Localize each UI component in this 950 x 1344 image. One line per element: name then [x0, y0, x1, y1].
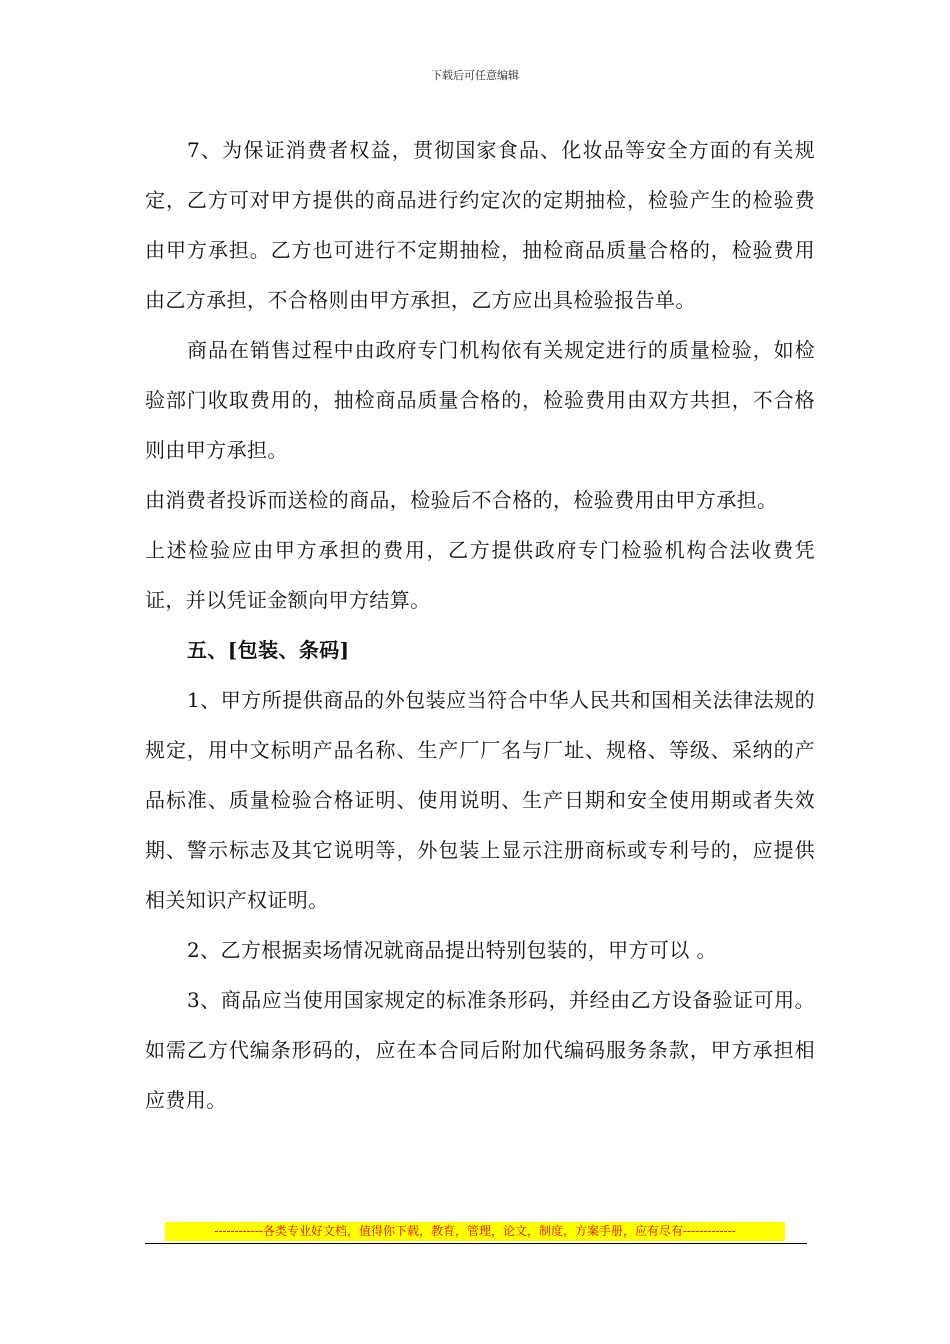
paragraph-barcode-clause-3: 3、商品应当使用国家规定的标准条形码，并经由乙方设备验证可用。如需乙方代编条形码的，应在本合同后附加代编码服务条款，甲方承担相应费用。 — [145, 988, 815, 1112]
paragraph-settlement: 上述检验应由甲方承担的费用，乙方提供政府专门检验机构合法收费凭证，并以凭证金额向甲方结算。 — [145, 538, 815, 612]
document-body — [145, 125, 815, 1125]
paragraph-packaging-clause-1: 1、甲方所提供商品的外包装应当符合中华人民共和国相关法律法规的规定，用中文标明产品名称、生产厂厂名与厂址、规格、等级、采纳的产品标准、质量检验合格证明、使用说明、生产日期和安全使用期或者失效期、警示标志及其它说明等，外包装上显示注册商标或专利号的，应提供相关知识产权证明。 — [145, 688, 815, 912]
paragraph-packaging-clause-2: 2、乙方根据卖场情况就商品提出特别包装的，甲方可以 。 — [187, 938, 717, 962]
paragraph-government-inspection: 商品在销售过程中由政府专门机构依有关规定进行的质量检验，如检验部门收取费用的，抽检商品质量合格的，检验费用由双方共担，不合格则由甲方承担。 — [145, 338, 815, 462]
page-header: 下载后可任意编辑 — [431, 69, 519, 82]
footer-banner: ------------各类专业好文档，值得你下载，教育，管理，论文，制度，方案手册，应有尽有------------- — [165, 1222, 785, 1241]
footer-divider — [145, 1243, 807, 1244]
section-heading-packaging-barcode: 五、[包装、条码] — [187, 638, 350, 662]
paragraph-consumer-complaint: 由消费者投诉而送检的商品，检验后不合格的，检验费用由甲方承担。 — [145, 488, 778, 512]
paragraph-inspection-clause-7: 7、为保证消费者权益，贯彻国家食品、化妆品等安全方面的有关规定，乙方可对甲方提供的商品进行约定次的定期抽检，检验产生的检验费由甲方承担。乙方也可进行不定期抽检，抽检商品质量合格的，检验费用由乙方承担，不合格则由甲方承担，乙方应出具检验报告单。 — [145, 138, 815, 312]
